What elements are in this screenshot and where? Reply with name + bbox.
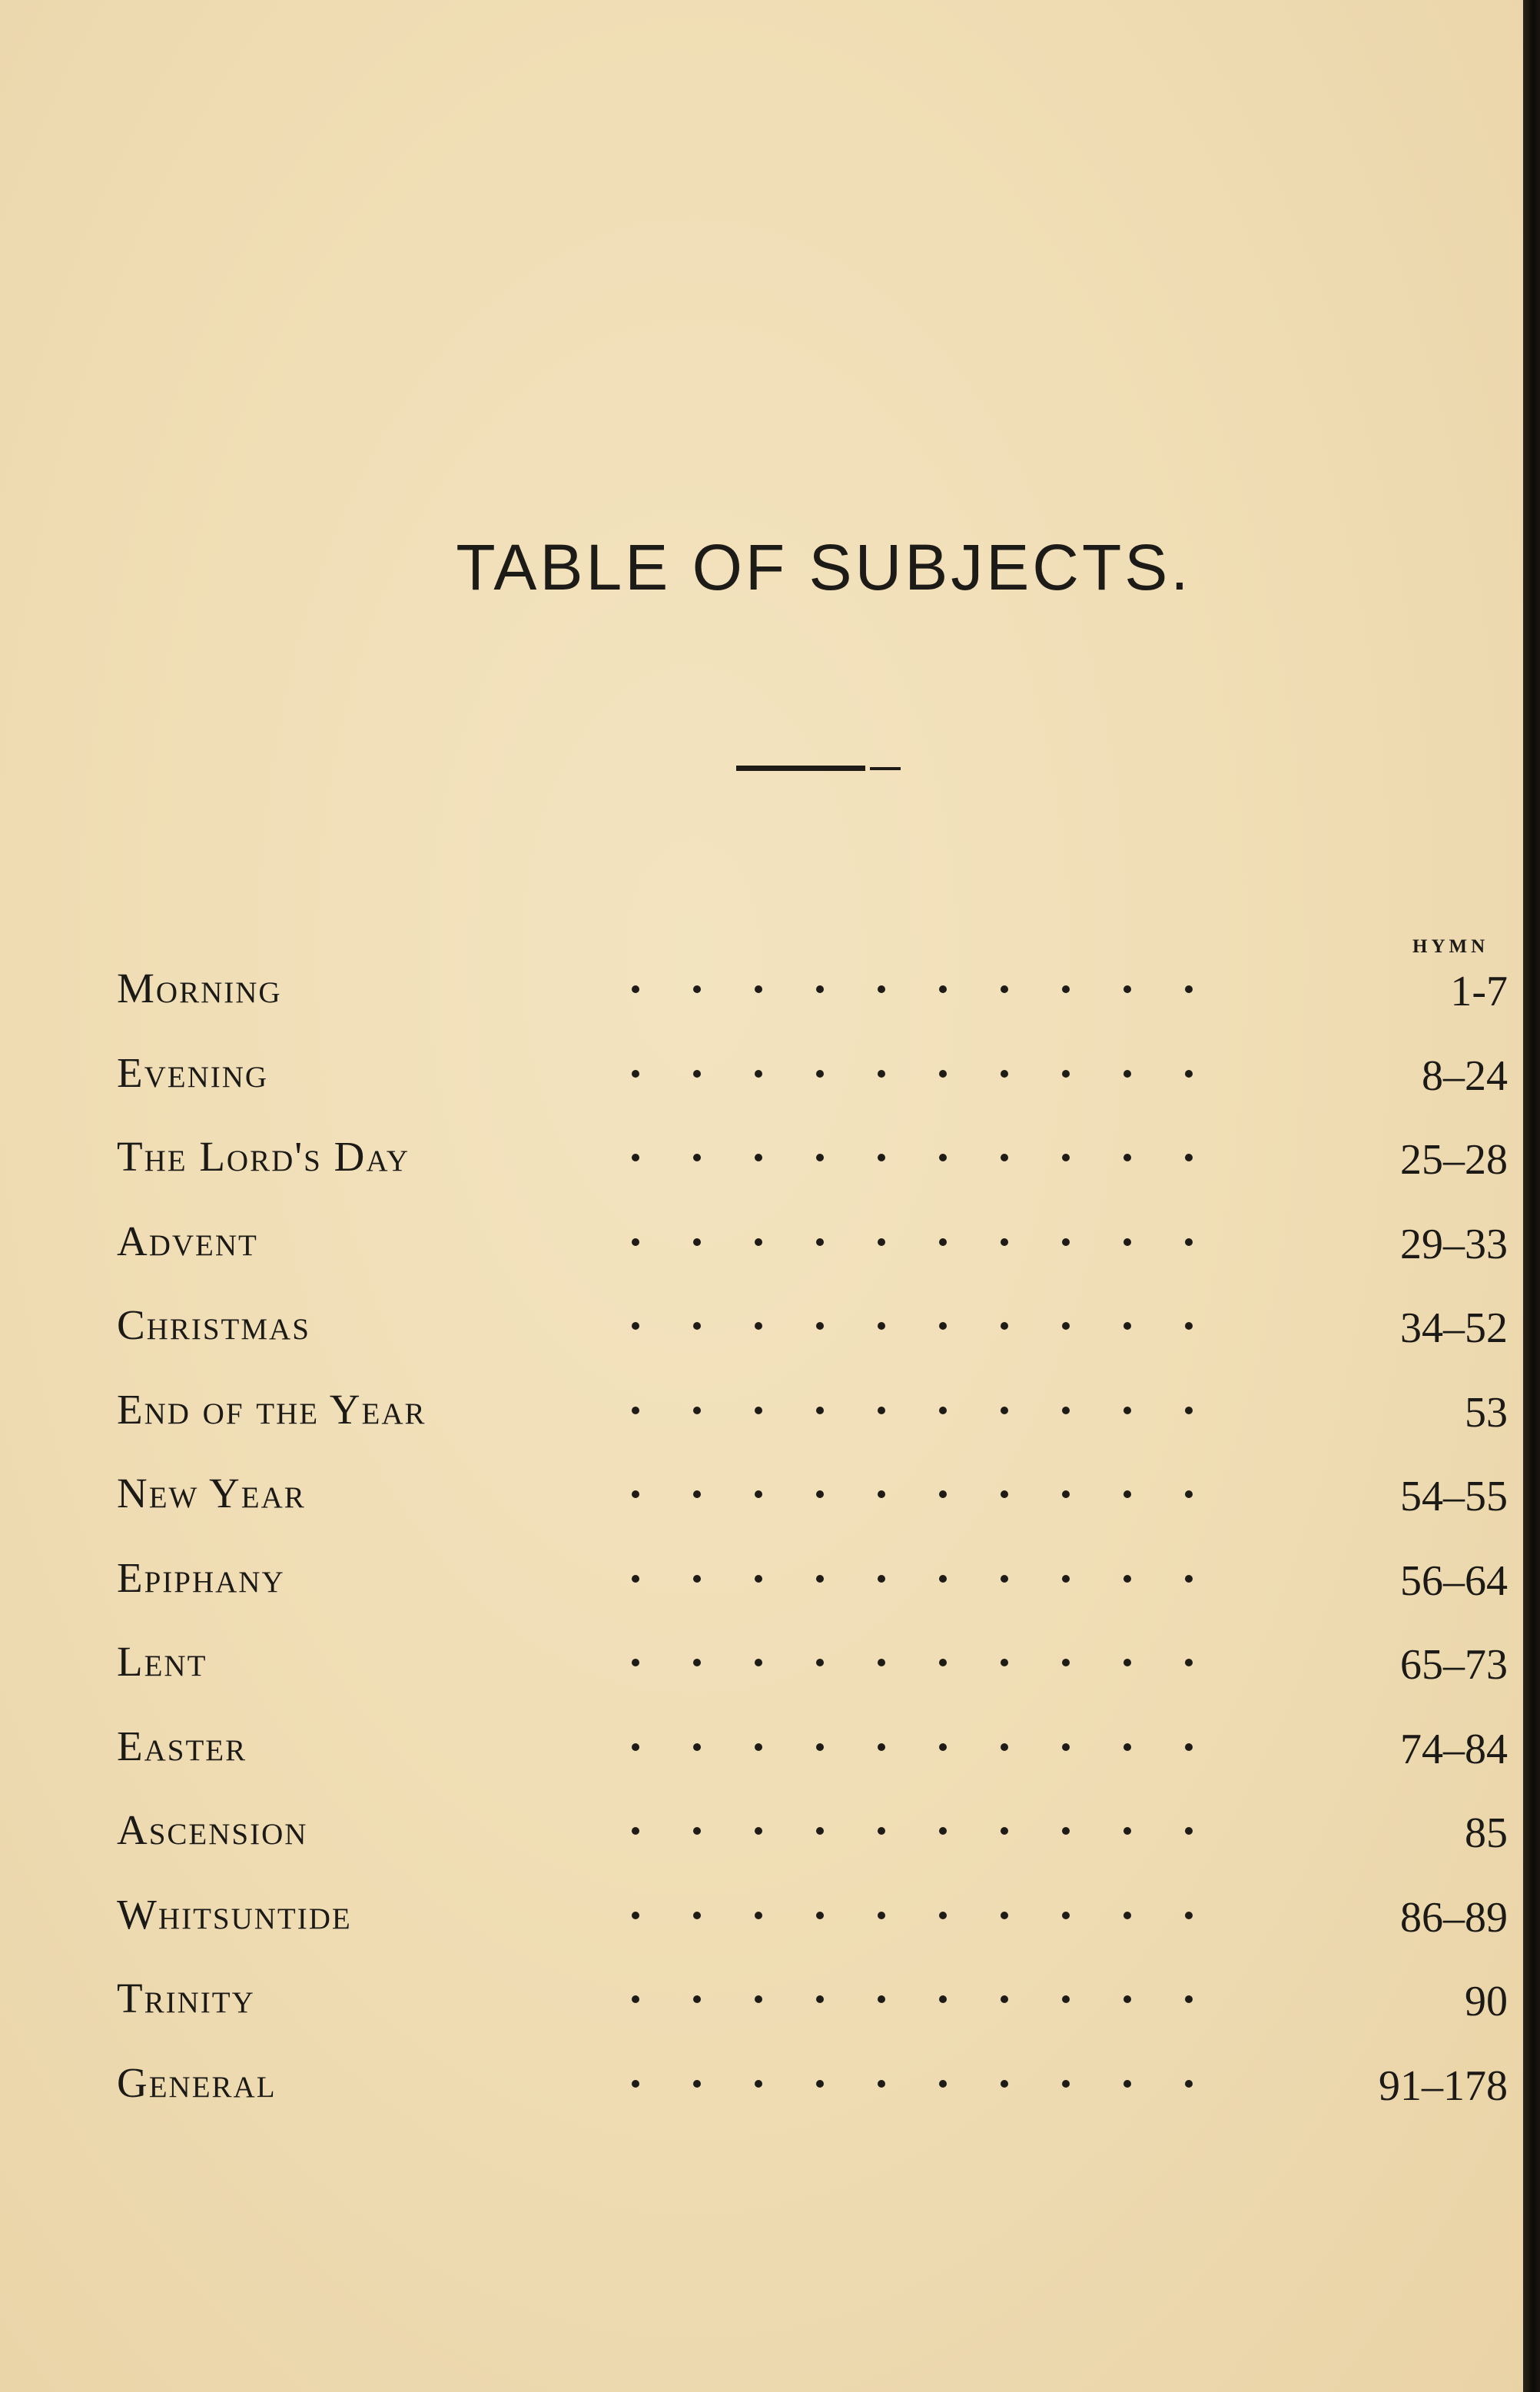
leader-dot [1001,1070,1008,1078]
subject-label: Ascension [117,1806,308,1853]
dot-leader [516,1982,1439,2012]
leader-dot [632,1995,639,2003]
leader-dot [1001,1490,1008,1498]
hymn-range: 53 [1465,1388,1508,1437]
subjects-table [117,964,1508,2142]
subject-label: Morning [117,965,282,1012]
subject-row [117,1469,1508,1553]
dot-leader [516,2066,1439,2097]
leader-dot [632,1575,639,1583]
leader-dot [1123,1995,1131,2003]
leader-dot [693,1407,701,1414]
hymn-range: 91–178 [1379,2061,1508,2110]
subject-label: End of the Year [117,1385,426,1433]
hymn-range: 1-7 [1450,968,1508,1015]
leader-dot [878,1827,885,1835]
hymn-range: 29–33 [1400,1220,1508,1268]
hymn-range: 34–52 [1400,1304,1508,1352]
leader-dot [693,1490,701,1498]
dot-leader [516,1561,1439,1592]
leader-dot [939,1659,947,1666]
subject-label: Whitsuntide [117,1890,352,1938]
leader-dot [1123,1912,1131,1919]
leader-dot [878,1407,885,1414]
subject-row [117,1553,1508,1638]
dot-leader [516,1393,1439,1424]
leader-dot [939,1154,947,1161]
leader-dot [816,1743,824,1751]
leader-dot [1062,1995,1070,2003]
leader-dot [693,1238,701,1246]
leader-dot [693,1912,701,1919]
title-divider [736,766,865,771]
dot-leader [516,1813,1439,1844]
leader-dot [1001,1827,1008,1835]
dot-leader [516,1645,1439,1676]
leader-dot [1001,1322,1008,1330]
leader-dot [816,1995,824,2003]
leader-dot [1123,1070,1131,1078]
leader-dot [816,1322,824,1330]
leader-dot [878,1154,885,1161]
leader-dot [939,1743,947,1751]
leader-dot [1123,1238,1131,1246]
leader-dot [939,1322,947,1330]
leader-dot [1185,1827,1193,1835]
leader-dot [816,1154,824,1161]
leader-dot [755,1322,762,1330]
leader-dot [816,1912,824,1919]
leader-dot [1062,1154,1070,1161]
subject-label: New Year [117,1470,306,1517]
leader-dot [1062,1407,1070,1414]
leader-dot [755,1995,762,2003]
leader-dot [632,1070,639,1078]
leader-dot [939,2080,947,2088]
leader-dot [1185,1238,1193,1246]
leader-dot [1062,1070,1070,1078]
hymn-range: 86–89 [1400,1893,1508,1942]
leader-dot [1185,1322,1193,1330]
leader-dot [632,1743,639,1751]
dot-leader [516,1308,1439,1339]
leader-dot [755,1154,762,1161]
leader-dot [1123,1490,1131,1498]
leader-dot [632,1407,639,1414]
dot-leader [516,1729,1439,1760]
leader-dot [878,1743,885,1751]
leader-dot [693,1995,701,2003]
dot-leader [516,1056,1439,1087]
leader-dot [1123,1407,1131,1414]
hymn-column-header: HYMN [1412,936,1489,957]
leader-dot [1185,1407,1193,1414]
subject-row [117,1048,1508,1133]
hymn-range: 8–24 [1422,1051,1508,1100]
leader-dot [878,1322,885,1330]
leader-dot [1001,1995,1008,2003]
leader-dot [878,1575,885,1583]
subject-row [117,2058,1508,2143]
subject-row [117,1890,1508,1975]
page-edge-shadow [1523,0,1540,2392]
leader-dot [693,2080,701,2088]
hymn-range: 25–28 [1400,1136,1508,1184]
leader-dot [1185,1154,1193,1161]
subject-label: The Lord's Day [117,1133,410,1180]
subject-row [117,964,1508,1048]
leader-dot [632,1912,639,1919]
leader-dot [939,1407,947,1414]
subject-label: Lent [117,1638,207,1685]
leader-dot [1185,1575,1193,1583]
subject-label: Evening [117,1048,269,1096]
leader-dot [755,1743,762,1751]
dot-leader [516,1898,1439,1929]
leader-dot [1062,1827,1070,1835]
leader-dot [755,1238,762,1246]
subject-row [117,1301,1508,1385]
leader-dot [1001,1575,1008,1583]
leader-dot [816,1575,824,1583]
leader-dot [755,1575,762,1583]
leader-dot [755,1912,762,1919]
dot-leader [516,972,1439,1002]
leader-dot [1062,985,1070,993]
leader-dot [1062,1659,1070,1666]
leader-dot [878,1490,885,1498]
dot-leader [516,1140,1439,1171]
leader-dot [939,985,947,993]
leader-dot [1062,2080,1070,2088]
hymn-range: 65–73 [1400,1641,1508,1689]
subject-row [117,1722,1508,1806]
leader-dot [1185,985,1193,993]
leader-dot [632,1238,639,1246]
leader-dot [939,1912,947,1919]
leader-dot [1123,1827,1131,1835]
leader-dot [632,1659,639,1666]
leader-dot [693,1827,701,1835]
leader-dot [693,985,701,993]
leader-dot [816,1070,824,1078]
leader-dot [816,1490,824,1498]
leader-dot [1185,1070,1193,1078]
subject-label: Trinity [117,1975,255,2022]
leader-dot [939,1070,947,1078]
leader-dot [1185,1743,1193,1751]
leader-dot [1062,1238,1070,1246]
hymn-range: 74–84 [1400,1725,1508,1773]
leader-dot [1001,985,1008,993]
leader-dot [1185,1659,1193,1666]
dot-leader [516,1224,1439,1255]
leader-dot [632,1154,639,1161]
leader-dot [1001,1238,1008,1246]
leader-dot [1062,1743,1070,1751]
leader-dot [878,1070,885,1078]
leader-dot [755,985,762,993]
leader-dot [632,1490,639,1498]
leader-dot [632,1322,639,1330]
leader-dot [755,1407,762,1414]
subject-label: Advent [117,1217,258,1264]
subject-row [117,1217,1508,1301]
leader-dot [693,1575,701,1583]
subject-row [117,1806,1508,1890]
leader-dot [693,1070,701,1078]
leader-dot [1185,1995,1193,2003]
leader-dot [1123,985,1131,993]
leader-dot [1001,1407,1008,1414]
leader-dot [755,2080,762,2088]
leader-dot [816,1827,824,1835]
leader-dot [1001,1912,1008,1919]
leader-dot [1123,2080,1131,2088]
subject-label: Easter [117,1722,247,1769]
subject-label: Epiphany [117,1553,285,1601]
leader-dot [1001,2080,1008,2088]
leader-dot [1123,1743,1131,1751]
leader-dot [878,1995,885,2003]
leader-dot [939,1827,947,1835]
subject-label: Christmas [117,1301,310,1348]
leader-dot [1123,1575,1131,1583]
leader-dot [1185,1912,1193,1919]
leader-dot [755,1070,762,1078]
subject-row [117,1637,1508,1722]
subject-row [117,1132,1508,1217]
leader-dot [878,1912,885,1919]
leader-dot [878,1238,885,1246]
leader-dot [632,1827,639,1835]
leader-dot [755,1490,762,1498]
leader-dot [755,1659,762,1666]
subject-label: General [117,2058,277,2106]
leader-dot [939,1238,947,1246]
leader-dot [816,1659,824,1666]
leader-dot [939,1995,947,2003]
leader-dot [1123,1659,1131,1666]
leader-dot [816,1407,824,1414]
leader-dot [939,1490,947,1498]
leader-dot [632,2080,639,2088]
leader-dot [1001,1659,1008,1666]
hymn-range: 85 [1465,1809,1508,1857]
leader-dot [1123,1322,1131,1330]
leader-dot [878,1659,885,1666]
leader-dot [1001,1743,1008,1751]
leader-dot [816,985,824,993]
leader-dot [1062,1490,1070,1498]
leader-dot [1062,1575,1070,1583]
leader-dot [693,1743,701,1751]
leader-dot [755,1827,762,1835]
leader-dot [693,1322,701,1330]
leader-dot [1062,1912,1070,1919]
dot-leader [516,1477,1439,1507]
subject-row [117,1385,1508,1470]
leader-dot [1123,1154,1131,1161]
leader-dot [1062,1322,1070,1330]
leader-dot [1185,2080,1193,2088]
leader-dot [816,1238,824,1246]
hymn-range: 90 [1465,1978,1508,2025]
title-divider-tail [870,767,901,770]
subject-row [117,1974,1508,2058]
leader-dot [816,2080,824,2088]
leader-dot [693,1659,701,1666]
leader-dot [1185,1490,1193,1498]
leader-dot [939,1575,947,1583]
leader-dot [878,2080,885,2088]
leader-dot [1001,1154,1008,1161]
page-title: TABLE OF SUBJECTS. [456,531,1192,603]
leader-dot [632,985,639,993]
leader-dot [878,985,885,993]
hymn-range: 54–55 [1400,1473,1508,1520]
hymn-range: 56–64 [1400,1556,1508,1605]
leader-dot [693,1154,701,1161]
